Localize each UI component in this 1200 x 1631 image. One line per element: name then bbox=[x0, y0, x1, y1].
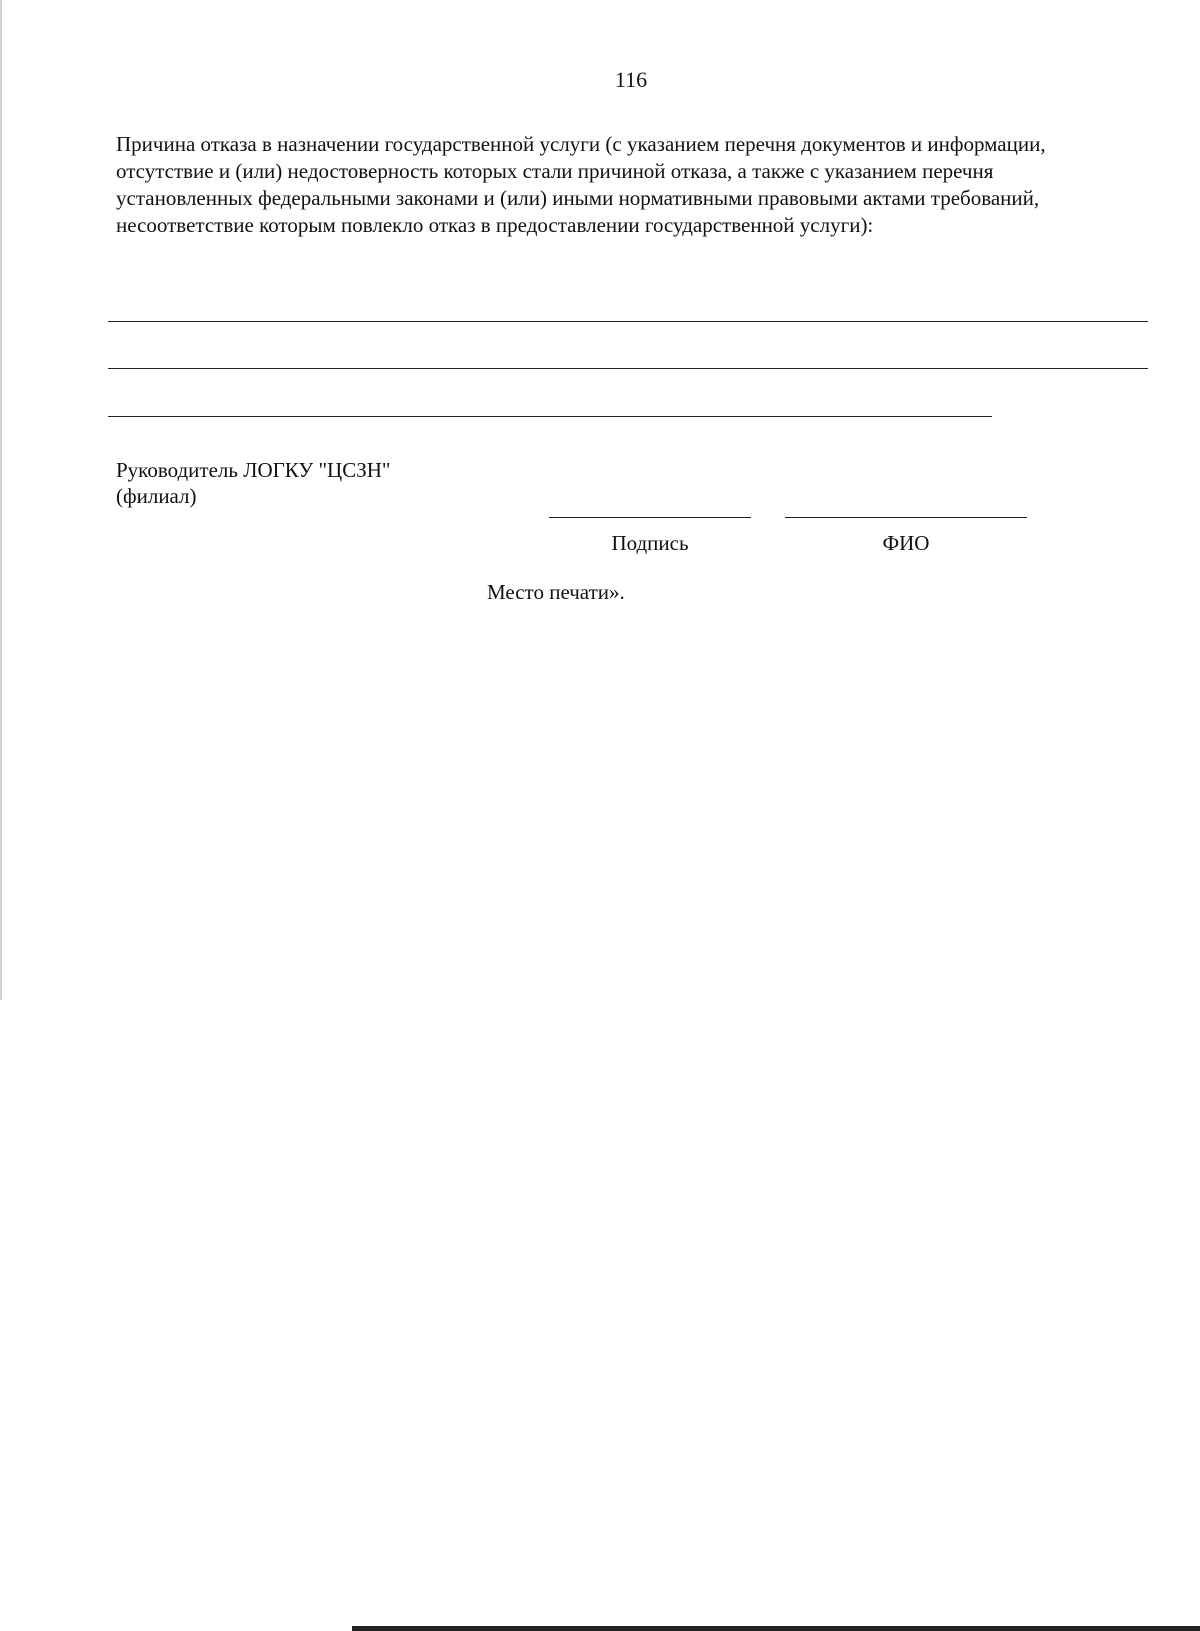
head-title: Руководитель ЛОГКУ "ЦСЗН" bbox=[116, 458, 391, 482]
stamp-place: Место печати». bbox=[487, 580, 625, 604]
name-line bbox=[785, 517, 1027, 518]
reason-fill-line-3 bbox=[108, 416, 992, 417]
head-branch: (филиал) bbox=[116, 484, 197, 508]
reason-fill-line-2 bbox=[108, 368, 1148, 369]
signature-caption: Подпись bbox=[611, 531, 689, 555]
scan-edge-bottom bbox=[352, 1626, 1200, 1631]
refusal-reason-text: Причина отказа в назначении государственной услуги (с указанием перечня документов и информации, отсутствие и (или) недостоверность которых стали причиной отказа, а также с указанием перечня установленных федеральными законами и (или) иными нормативными правовыми актами требований, несоответствие которым повлекло отказ в предоставлении государственной услуги): bbox=[116, 132, 1046, 237]
reason-fill-line-1 bbox=[108, 321, 1148, 322]
page-number: 116 bbox=[614, 67, 648, 92]
scan-edge-left bbox=[0, 0, 2, 1000]
name-caption: ФИО bbox=[882, 531, 930, 555]
signature-line bbox=[549, 517, 751, 518]
